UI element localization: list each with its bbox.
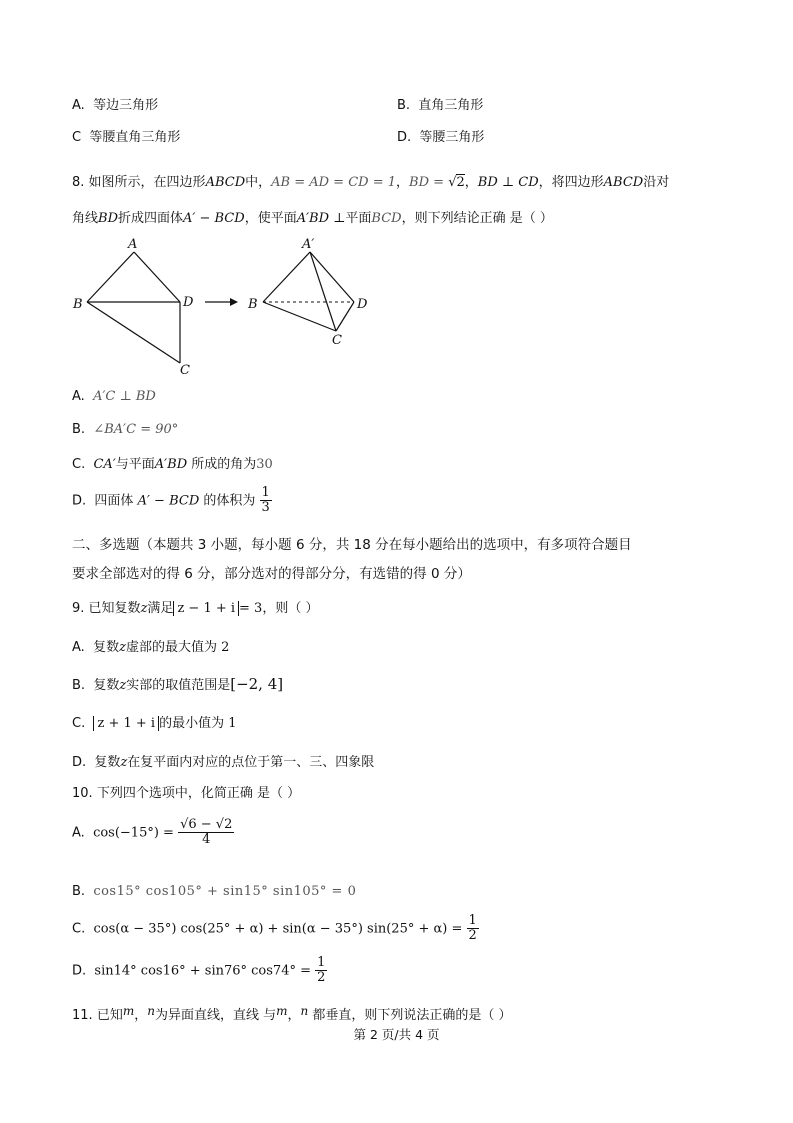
label-d: D xyxy=(183,295,194,310)
q8-figure xyxy=(60,236,390,381)
section-heading-line2: 要求全部选对的得 6 分，部分选对的得部分分，有选错的得 0 分） xyxy=(72,566,471,582)
section-heading-line1: 二、多选题（本题共 3 小题，每小题 6 分，共 18 分在每小题给出的选项中，有多项符合题目 xyxy=(72,537,632,553)
q7-option-a: A. 等边三角形 xyxy=(72,98,159,113)
q10-option-c: C. cos(α − 35°) cos(25° + α) + sin(α − 35°) sin(25° + α) = $\frac{1}{2}$ xyxy=(72,913,477,944)
fraction-d: $\frac{1}{2}$ xyxy=(317,955,326,986)
q9-option-a: A. 复数z虚部的最大值为 2 xyxy=(72,640,230,655)
q7-option-d: D. 等腰三角形 xyxy=(397,130,485,145)
q9-option-b: B. 复数z实部的取值范围是[−2, 4] xyxy=(72,675,284,693)
label-a: A xyxy=(128,237,138,252)
q9-option-c: C. z + 1 + i 的最小值为 1 xyxy=(72,716,237,731)
q11-stem: 11. 已知m，n为异面直线，直线 与m，n 都垂直，则下列说法正确的是（ ） xyxy=(72,1004,512,1023)
q10-option-d: D. sin14° cos16° + sin76° cos74° = $\frac{1}{2}$ xyxy=(72,955,326,986)
q8-option-c: C. CA′与平面A′BD 所成的角为30 xyxy=(72,457,273,472)
page-footer: 第 2 页/共 4 页 xyxy=(353,1027,440,1042)
tetrahedron-figure xyxy=(247,237,368,348)
fraction-a: $\frac{√6 - √2}{4}$ xyxy=(180,817,233,848)
q7-option-c: C 等腰直角三角形 xyxy=(72,130,181,145)
fraction-c: $\frac{1}{2}$ xyxy=(468,913,477,944)
q9-stem: 9. 已知复数z满足 z − 1 + i = 3，则（ ） xyxy=(72,601,319,616)
label-c: C xyxy=(332,333,342,348)
label-b: B xyxy=(248,297,258,312)
q9-option-d: D. 复数z在复平面内对应的点位于第一、三、四象限 xyxy=(72,755,375,770)
q8-option-d: D. 四面体 A′ − BCD 的体积为 $\frac{1}{3}$ xyxy=(72,485,270,516)
label-d: D xyxy=(357,297,368,312)
q10-stem: 10. 下列四个选项中，化简正确 是（ ） xyxy=(72,786,301,801)
label-a-prime: A′ xyxy=(302,237,315,252)
quadrilateral-figure xyxy=(72,237,194,378)
q8-stem-line1: 8. 如图所示，在四边形ABCD中，AB = AD = CD = 1，BD = √2，BD ⊥ CD，将四边形ABCD沿对 xyxy=(72,175,670,190)
q10-option-a: A. cos(−15°) = $\frac{√6 - √2}{4}$ xyxy=(72,817,233,848)
label-b: B xyxy=(73,297,83,312)
q10-option-b: B. cos15° cos105° + sin15° sin105° = 0 xyxy=(72,884,357,899)
q8-stem-line2: 角线BD折成四面体A′ − BCD，使平面A′BD ⊥平面BCD，则下列结论正确 是（ ） xyxy=(72,211,553,226)
label-c: C xyxy=(180,363,190,378)
q7-option-b: B. 直角三角形 xyxy=(397,98,484,113)
q8-option-b: B. ∠BA′C = 90° xyxy=(72,422,179,437)
fraction-one-third: $\frac{1}{3}$ xyxy=(261,485,270,516)
arrow-icon xyxy=(205,298,238,306)
q8-option-a: A. A′C ⊥ BD xyxy=(72,389,156,404)
